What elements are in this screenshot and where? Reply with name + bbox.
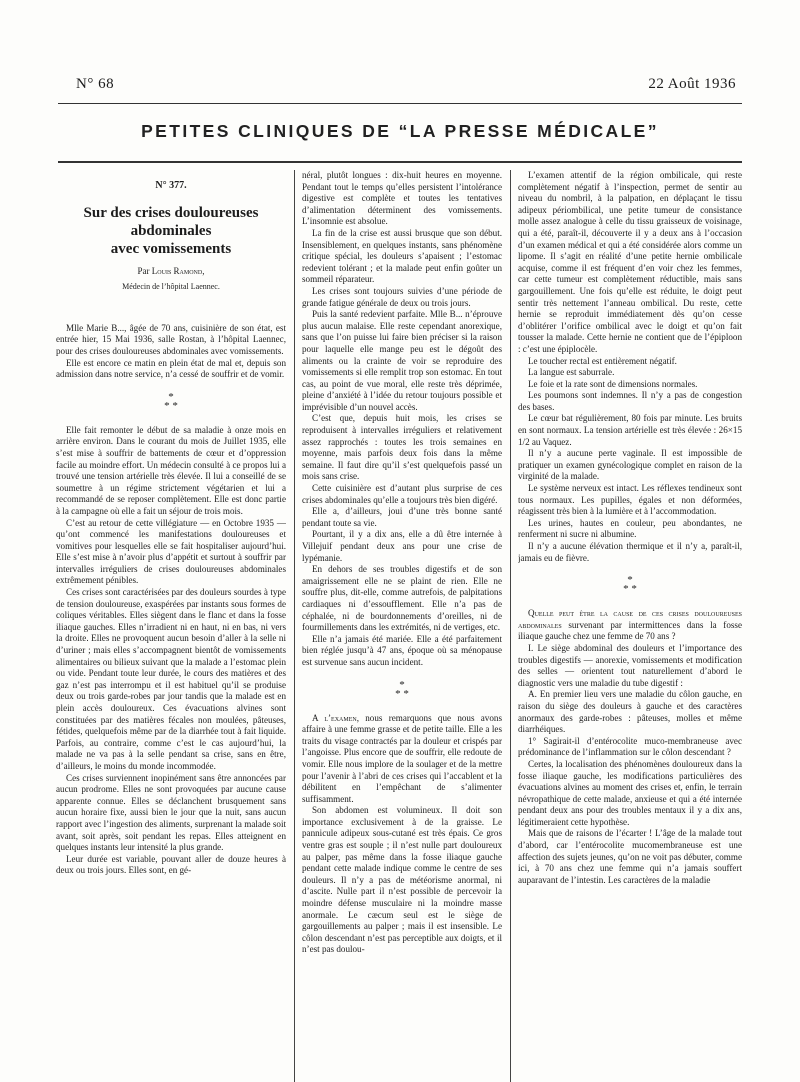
paragraph: Les urines, hautes en couleur, peu abondantes, ne renferment ni sucre ni albumine. (518, 517, 742, 540)
paragraph: Le toucher rectal est entièrement négatif. (528, 355, 677, 366)
paragraph: Elle fait remonter le début de sa maladie à onze mois en arrière environ. Dans le courant du mois de Juillet 1935, elle s’est mise à souffrir de battements de cœur et d’oppression facile au moindre effort. Un médecin consulté à ce propos lui a trouvé une tension artérielle très élevée. Il lui a conseillé de se soumettre à un régime strictement végétarien et lui a recommandé de se reposer complètement. Elle est donc partie à la campagne où elle a fait un séjour de trois mois. (56, 424, 286, 516)
paragraph: Elle a, d’ailleurs, joui d’une très bonne santé pendant toute sa vie. (302, 506, 502, 528)
paragraph: En dehors de ses troubles digestifs et de son amaigrissement elle ne se plaint de rien. Elle ne souffre plus, dit-elle, comme autrefois, de palpitations cardiaques ni d’essoufflement. Elle n’a pas de céphalée, ni de bourdonnements d’oreilles, ni de fourmillements dans les extrémités, ni de vertiges, etc. (302, 564, 502, 633)
paragraph: A l’examen, nous remarquons que nous avons affaire à une femme grasse et de petite taille. Elle a les traits du visage contractés par la douleur et crispés par l’angoisse. Plus encore que de souffrir, elle redoute de vomir. Elle nous implore de la soulager et de la mettre pour l’avenir à l’abri de ces crises qui l’accablent et la débilitent en l’empêchant de s’alimenter suffisamment. (302, 712, 502, 804)
paragraph: A. En premier lieu vers une maladie du côlon gauche, en raison du siège des douleurs à gauche et des caractères anormaux des garde-robes : pâteuses, molles et même diarrhéiques. (518, 689, 742, 735)
paragraph: La langue est saburrale. (528, 367, 615, 378)
article-number: N° 377. (155, 180, 187, 191)
issue-number: N° 68 (76, 76, 115, 92)
paragraph: néral, plutôt longues : dix-huit heures en moyenne. Pendant tout le temps qu’elles persistent l’intolérance digestive est complète et toutes les tentatives d’alimentation déterminent des vomissements. L’insomnie est absolue. (302, 170, 502, 227)
paragraph: Cette cuisinière est d’autant plus surprise de ces crises abdominales qu’elle a toujours très bien digéré. (302, 483, 502, 505)
text-column-2 (302, 170, 502, 1082)
paragraph: Puis la santé redevient parfaite. Mlle B... n’éprouve plus aucun malaise. Elle reste cependant anorexique, sans que l’on puisse lui faire bien préciser si la raison pour laquelle elle mange peu est le dégoût des aliments ou la crainte de voir se reproduire des vomissements si elle remplit trop son estomac. En tout cas, au point de vue moral, elle reste très déprimée, pleine d’anxiété à l’idée du retour toujours possible et imprévisible d’un nouvel accès. (302, 309, 502, 412)
section-separator: * * * (164, 390, 178, 412)
paragraph: I. Le siège abdominal des douleurs et l’importance des troubles digestifs — anorexie, vomissements et modification des selles — orientent tout naturellement d’abord le diagnostic vers une maladie du tube digestif : (518, 642, 742, 688)
column-divider (510, 170, 511, 1082)
masthead-rule (58, 161, 742, 163)
header-rule (58, 103, 742, 104)
paragraph: Il n’y a aucune élévation thermique et il n’y a, paraît-il, jamais eu de fièvre. (518, 541, 742, 563)
paragraph: Elle n’a jamais été mariée. Elle a été parfaitement bien réglée jusqu’à 47 ans, époque où sa ménopause est survenue sans aucun incident. (302, 633, 502, 667)
paragraph: La fin de la crise est aussi brusque que son début. Insensiblement, en quelques instants, sans phénomène critique spécial, les douleurs s’apaisent ; l’estomac redevient tolérant ; et la malade peut enfin goûter un sommeil réparateur. (302, 227, 502, 285)
paragraph: 1° Sagirait-il d’entérocolite muco-membraneuse avec prédominance de l’inflammation sur le côlon descendant ? (518, 735, 742, 758)
paragraph: Leur durée est variable, pouvant aller de douze heures à deux ou trois jours. Elles sont, en gé- (56, 853, 286, 876)
paragraph: Le foie et la rate sont de dimensions normales. (528, 378, 698, 389)
paragraph: C’est au retour de cette villégiature — en Octobre 1935 — qu’ont commencé les manifestations douloureuses et vomitives pour lesquelles elle se fait hospitaliser aujourd’hui. Elle s’est mise à n’avoir plus d’appétit et surtout à souffrir par intervalles irréguliers de crises douloureuses abdominales extrêmement pénibles. (56, 517, 286, 586)
paragraph: Les crises sont toujours suivies d’une période de grande fatigue générale de deux ou trois jours. (302, 285, 502, 308)
paragraph: Il n’y a aucune perte vaginale. Il est impossible de pratiquer un examen gynécologique complet en raison de la virginité de la malade. (518, 448, 742, 482)
paragraph: L’examen attentif de la région ombilicale, qui reste complètement négatif à l’inspection, permet de sentir au niveau du nombril, à la palpation, en déplaçant le tissu adipeux périombilical, une petite tumeur de consistance molle assez analogue à celle du tissu graisseux de voisinage, qui a été, paraît-il, découverte il y a deux ans à l’occasion d’un examen médical et qui a été considérée alors comme un lipome. Il s’agit en réalité d’une petite hernie ombilicale acquise, comme il est fréquent d’en voir chez les femmes, car cette tumeur est complètement réductible, mais sans gargouillement. Une fois qu’elle est réduite, le doigt peut sentir très nettement l’anneau ombilical. Du reste, cette hernie se reproduit immédiatement dès qu’on cesse d’oblitérer l’orifice ombilical avec le doigt et qu’on fait tousser la malade. Cette hernie ne contient que de l’épiploon : c’est une épiplocèle. (518, 170, 742, 354)
text-column-3 (518, 170, 742, 1082)
paragraph: Son abdomen est volumineux. Il doit son importance exclusivement à de la graisse. Le pannicule adipeux sous-cutané est très épais. Ce gros ventre gras est souple ; il n’est nulle part douloureux au palper, pas même dans la fosse iliaque gauche pendant cette malade indique comme le centre de ses douleurs. Il n’y a pas de météorisme anormal, ni d’ascite. Nulle part il n’est possible de percevoir la moindre défense musculaire ni la moindre masse anormale. Le cæcum seul est le siège de gargouillements au palper ; mais il est insensible. Le côlon descendant n’est pas perceptible aux doigts, et il n’est pas doulou- (302, 805, 502, 955)
paragraph: Pourtant, il y a dix ans, elle a dû être internée à Villejuif pendant deux ans pour une crise de lypémanie. (302, 529, 502, 563)
paragraph: C’est que, depuis huit mois, les crises se reproduisent à intervalles irréguliers et relativement assez rapprochés : toutes les trois semaines en moyenne, mais parfois deux fois dans la même semaine. Il faut dire qu’il s’est quelquefois passé un mois sans crise. (302, 413, 502, 482)
section-separator: * * * (623, 574, 637, 596)
paragraph: Certes, la localisation des phénomènes douloureux dans la fosse iliaque gauche, les modifications particulières des évacuations alvines au moment des crises et, enfin, le terrain névropathique de cette malade, anxieuse et qui a été internée pendant deux ans pour des troubles mentaux il y a dix ans, légitimeraient cette hypothèse. (518, 758, 742, 827)
article-author: Par Louis Ramond, (137, 265, 205, 276)
paragraph: Le cœur bat régulièrement, 80 fois par minute. Les bruits en sont normaux. La tension artérielle est très élevée : 26×15 1/2 au Vaquez. (518, 413, 742, 447)
paragraph: Le système nerveux est intact. Les réflexes tendineux sont tous normaux. Les pupilles, égales et non déformées, réagissent très bien à la lumière et à l’accommodation. (518, 483, 742, 517)
masthead-title: PETITES CLINIQUES DE “LA PRESSE MÉDICALE” (141, 121, 659, 141)
text-column-1 (56, 170, 286, 1082)
issue-date: 22 Août 1936 (648, 76, 736, 92)
column-divider (294, 170, 295, 1082)
author-affiliation: Médecin de l’hôpital Laennec. (122, 282, 220, 292)
paragraph: Mlle Marie B..., âgée de 70 ans, cuisinière de son état, est entrée hier, 15 Mai 1936, salle Rostan, à l’hôpital Laennec, pour des crises douloureuses abdominales avec vomissements. (56, 322, 286, 356)
paragraph: Ces crises sont caractérisées par des douleurs sourdes à type de tension douloureuse, exaspérées par instants sous formes de coliques véritables. Elles siègent dans le flanc et dans la fosse iliaque gauches. Elles n’irradient ni en haut, ni en bas, ni vers la droite. Elles ne provoquent aucun besoin d’aller à la selle ni d’uriner ; mais elles s’accompagnent bientôt de vomissements alimentaires ou bilieux suivant que la malade a l’estomac plein ou vide. Pendant toute leur durée, le cours des matières et des gaz n’est pas interrompu et il est habituel qu’il se produise deux ou trois garde-robes par jour tandis que la malade est en plein accès douloureux. Ces évacuations alvines sont constituées par des matières fécales non moulées, pâteuses, fétides, quelquefois même par de la diarrhée tout à fait liquide. Parfois, au contraire, comme c’est le cas aujourd’hui, la malade ne va pas à la selle pendant sa crise, sans en être, d’ailleurs, le moins du monde incommodée. (56, 587, 286, 771)
paragraph: Elle est encore ce matin en plein état de mal et, depuis son admission dans notre service, n’a cessé de souffrir et de vomir. (56, 357, 286, 380)
paragraph: Mais que de raisons de l’écarter ! L’âge de la malade tout d’abord, car l’entérocolite mucomembraneuse est une affection des sujets jeunes, qu’on ne voit pas débuter, comme ici, à 70 ans chez une femme qui n’a jamais souffert auparavant de l’intestin. Les caractères de la maladie (518, 828, 742, 885)
paragraph: Les poumons sont indemnes. Il n’y a pas de congestion des bases. (518, 390, 742, 412)
paragraph: Ces crises surviennent inopinément sans être annoncées par aucun prodrome. Elles ne sont provoquées par aucune cause apparente connue. Elles se déclanchent brusquement sans aucun horaire fixe, aussi bien le jour que la nuit, sans aucun rapport avec l’ingestion des aliments, surprenant la malade soit avant, soit après, soit pendant les repas. Elles atteignent en quelques instants leur intensité la plus grande. (56, 772, 286, 853)
section-separator: * * * (395, 678, 409, 700)
paragraph: Quelle peut être la cause de ces crises douloureuses abdominales survenant par intermittences dans la fosse iliaque gauche chez une femme de 70 ans ? (518, 608, 742, 642)
article-title: Sur des crises douloureuses abdominales avec vomissements (83, 204, 259, 257)
